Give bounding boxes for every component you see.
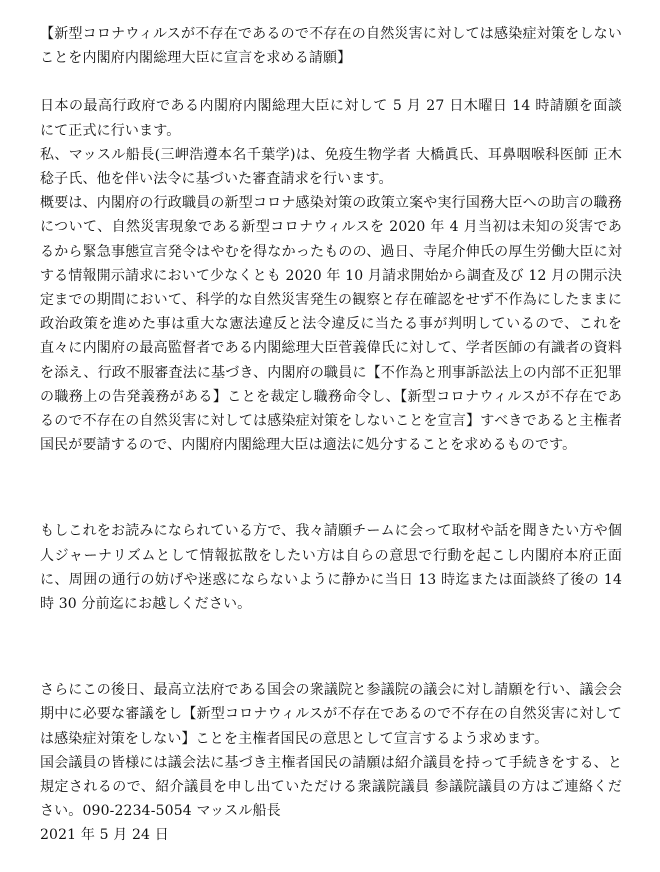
- spacer: [40, 457, 622, 519]
- intro-paragraph-participants: 私、マッスル船長(三岬浩遵本名千葉学)は、免疫生物学者 大橋眞氏、耳鼻咽喉科医師 正木稔子氏、他を伴い法令に基づいた審査請求を行います。: [40, 146, 622, 188]
- petition-document: [40, 22, 622, 848]
- intro-paragraph-meeting: 日本の最高行政府である内閣府内閣総理大臣に対して 5 月 27 日木曜日 14 時請願を面談にて正式に行います。: [40, 98, 622, 139]
- spacer: [40, 70, 622, 94]
- spacer: [40, 616, 622, 678]
- press-invitation-paragraph: もしこれをお読みになられている方で、我々請願チームに会って取材や話を聞きたい方や個人ジャーナリズムとして情報拡散をしたい方は自らの意思で行動を起こし内閣府本府正面に、周囲の通行の妨げや迷惑にならないように静かに当日 13 時迄または面談終了後の 14 時 30 分前迄にお越しください。: [40, 523, 622, 613]
- diet-petition-paragraph: さらにこの後日、最高立法府である国会の衆議院と参議院の議会に対し請願を行い、議会会期中に必要な審議をし【新型コロナウィルスが不存在であるので不存在の自然災害に対しては感染症対策をしない】ことを主権者国民の意思として宣言するよう求めます。: [40, 682, 622, 747]
- summary-paragraph: 概要は、内閣府の行政職員の新型コロナ感染対策の政策立案や実行国務大臣への助言の職務について、自然災害現象である新型コロナウィルスを 2020 年 4 月当初は未知の災害であるから緊急事態宣言発令はやむを得なかったものの、過日、寺尾介伸氏の厚生労働大臣に対する情報開示請求において少なくとも 2020 年 10 月請求開始から調査及び 12 月の開示決定までの期間において、科学的な自然災害発生の観察と存在確認をせず不作為にしたままに政治政策を進めた事は重大な憲法違反と法令違反に当たる事が判明しているので、これを直々に内閣府の最高監督者である内閣総理大臣菅義偉氏に対して、学者医師の有識者の資料を添え、行政不服審査法に基づき、内閣府の職員に【不作為と刑事訴訟法上の内部不正犯罪の職務上の告発義務がある】ことを裁定し職務命令し、【新型コロナウィルスが不存在であるので不存在の自然災害に対しては感染症対策をしないことを宣言】すべきであると主権者国民が要請するので、内閣府内閣総理大臣は適法に処分することを求めるものです。: [40, 195, 622, 454]
- contact-paragraph: 国会議員の皆様には議会法に基づき主権者国民の請願は紹介議員を持って手続きをする、と規定されるので、紹介議員を申し出ていただける衆議院議員 参議院議員の方はご連絡ください。090-2234-5054 マッスル船長: [40, 754, 622, 820]
- document-date: 2021 年 5 月 24 日: [40, 827, 169, 844]
- document-title: 【新型コロナウィルスが不存在であるので不存在の自然災害に対しては感染症対策をしないことを内閣府内閣総理大臣に宣言を求める請願】: [40, 26, 622, 67]
